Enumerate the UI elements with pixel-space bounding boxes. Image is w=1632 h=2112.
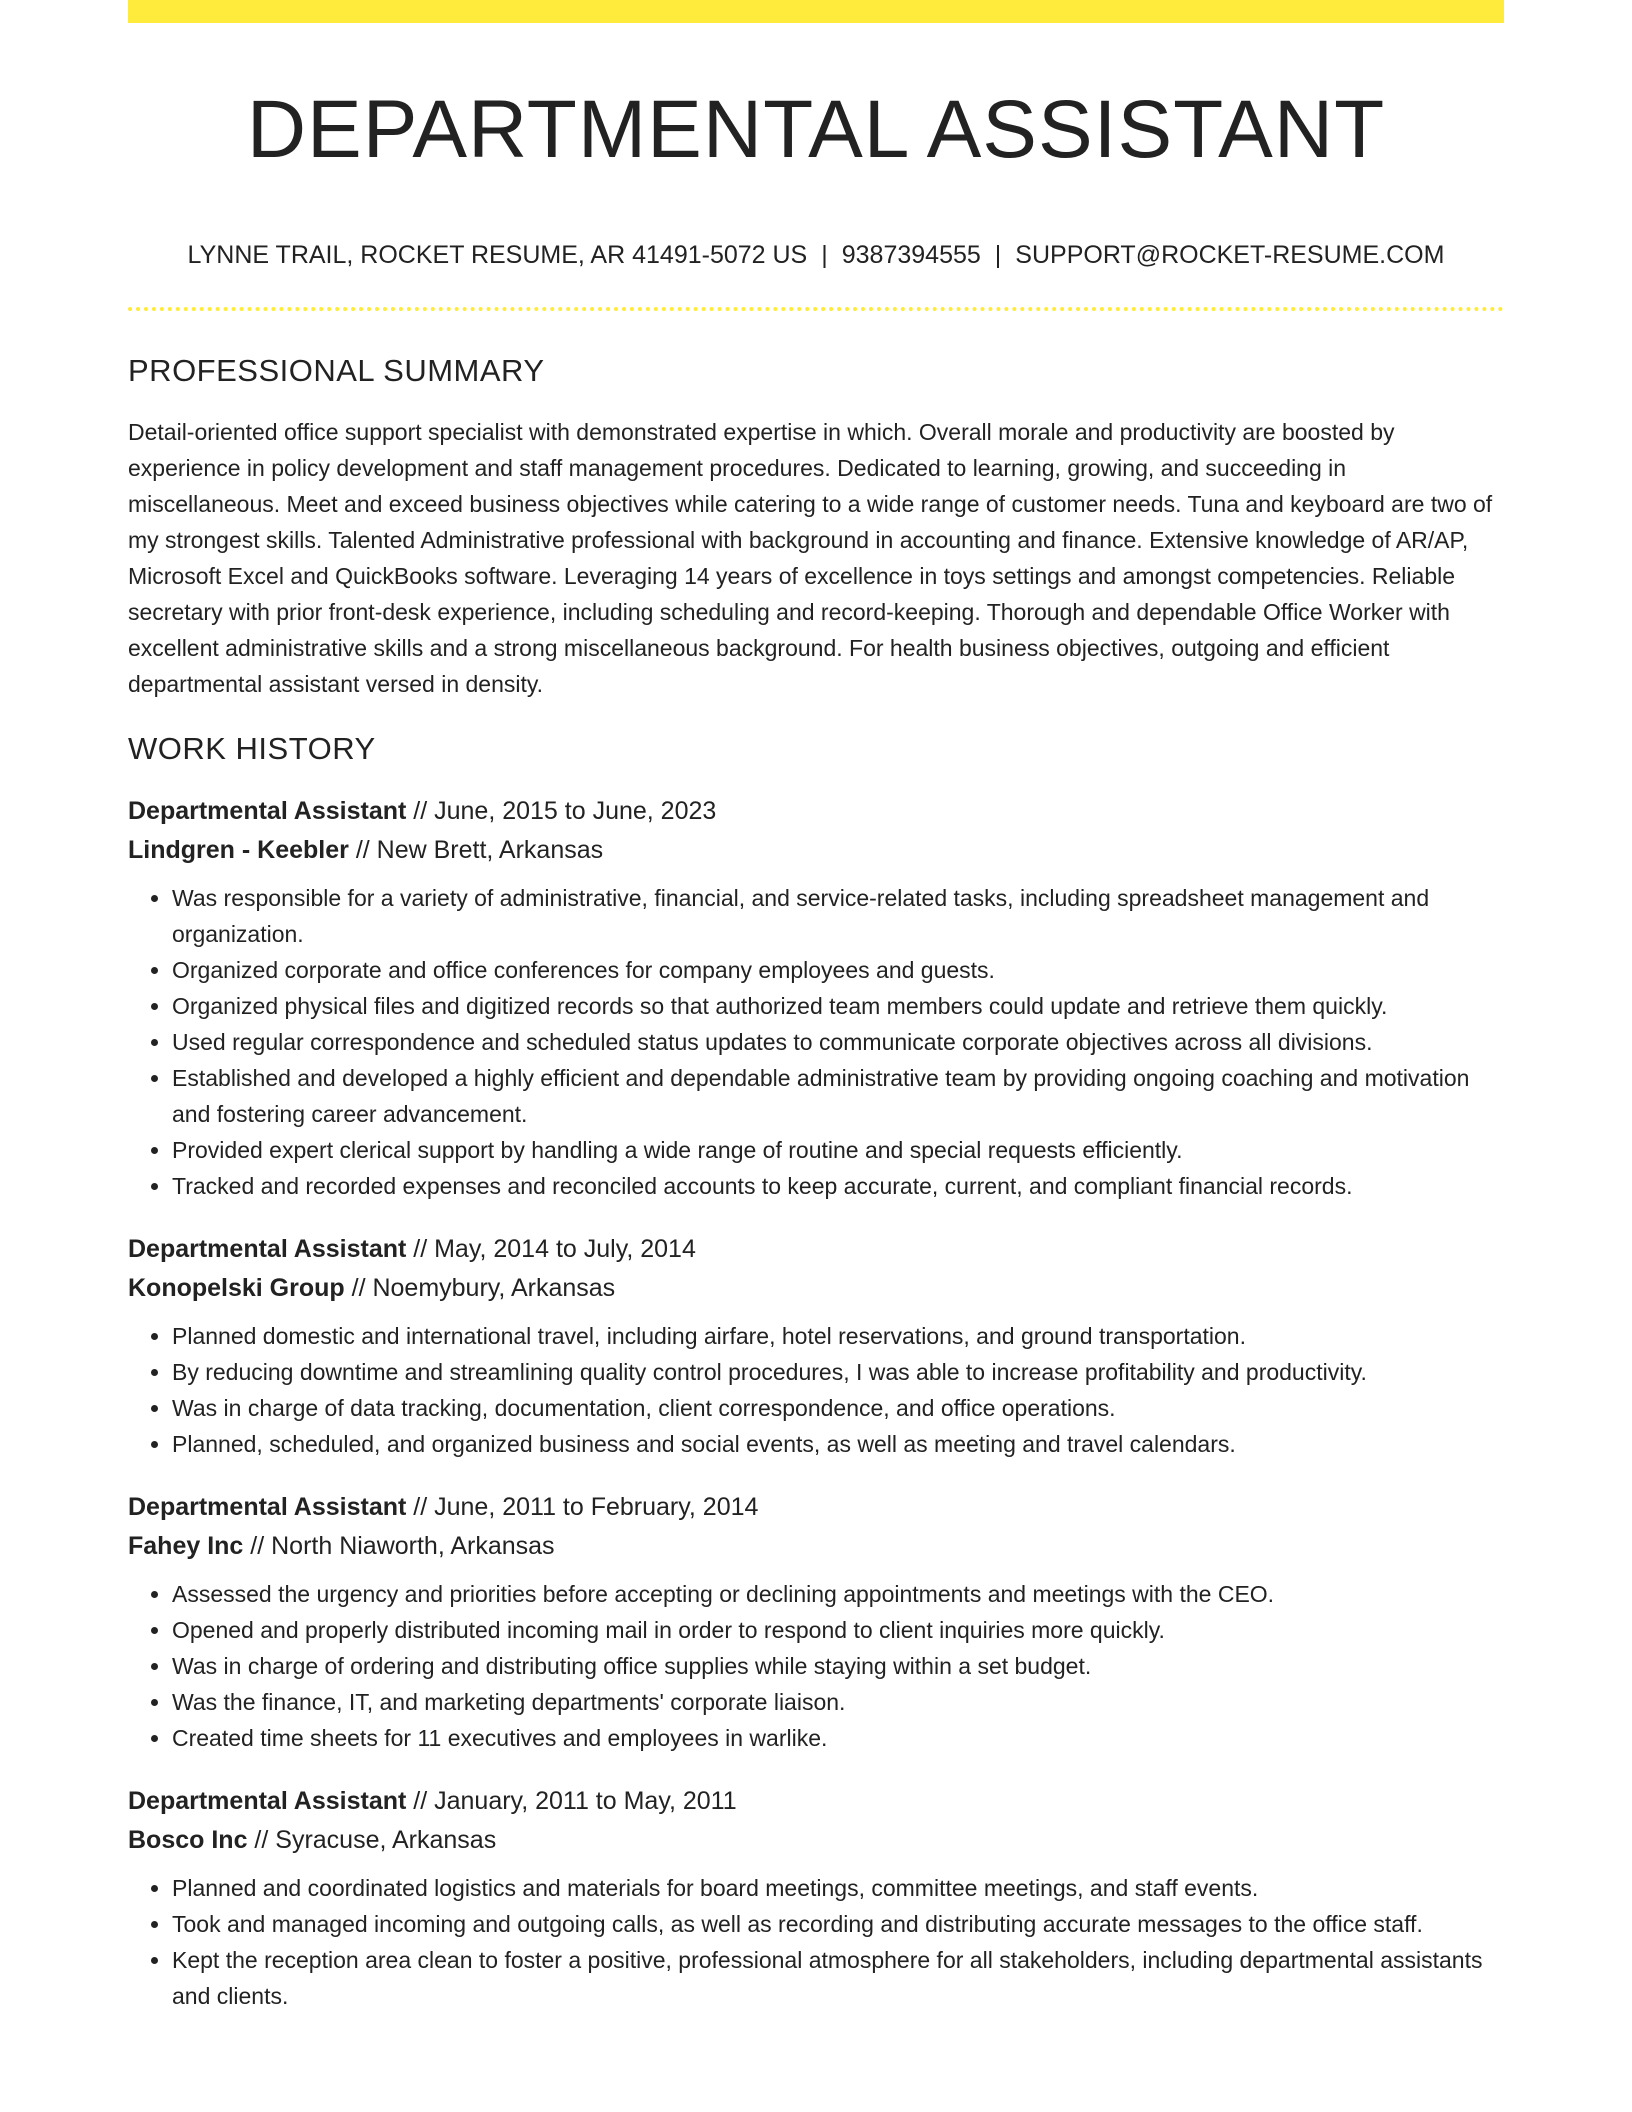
job-company-line [128,1269,1504,1308]
job-bullet: • Used regular correspondence and scheduled status updates to communicate corporate objectives across all divisions. [172,1024,1504,1060]
job-bullet: • Established and developed a highly efficient and dependable administrative team by providing ongoing coaching and motivation and fostering career advancement. [172,1060,1504,1132]
resume-title: DEPARTMENTAL ASSISTANT [246,84,1386,175]
job-location: // North Niaworth, Arkansas [243,1532,555,1560]
job-entry [128,792,1504,1204]
job-entry [128,1782,1504,2014]
job-title-line [128,1230,1504,1269]
job-location: // New Brett, Arkansas [348,836,604,864]
job-bullet: • Was the finance, IT, and marketing departments' corporate liaison. [172,1684,1504,1720]
job-bullet: • Provided expert clerical support by handling a wide range of routine and special requests efficiently. [172,1132,1504,1168]
job-bullet: • Planned and coordinated logistics and materials for board meetings, committee meetings, and staff events. [172,1870,1504,1906]
job-entry [128,1488,1504,1756]
contact-separator: | [821,241,828,269]
job-bullet: • Planned domestic and international travel, including airfare, hotel reservations, and ground transportation. [172,1318,1504,1354]
work-history-heading: WORK HISTORY [128,731,376,766]
job-bullet: • Planned, scheduled, and organized business and social events, as well as meeting and travel calendars. [172,1426,1504,1462]
job-dates: // June, 2011 to February, 2014 [406,1493,759,1521]
summary-heading: PROFESSIONAL SUMMARY [128,353,545,388]
job-dates: // June, 2015 to June, 2023 [406,797,717,825]
job-bullet: • Was responsible for a variety of administrative, financial, and service-related tasks, including spreadsheet management and organization. [172,880,1504,952]
job-bullets [128,880,1504,1204]
job-bullet: • Opened and properly distributed incoming mail in order to respond to client inquiries more quickly. [172,1612,1504,1648]
job-company-line [128,1821,1504,1860]
job-title: Departmental Assistant [128,1493,407,1521]
accent-top-bar [128,0,1504,23]
job-bullets [128,1576,1504,1756]
contact-line [128,238,1504,272]
contact-address: LYNNE TRAIL, ROCKET RESUME, AR 41491-5072 US [187,241,808,269]
contact-separator: | [994,241,1002,269]
job-company: Konopelski Group [128,1274,345,1302]
job-company-line [128,831,1504,870]
job-dates: // May, 2014 to July, 2014 [406,1235,696,1263]
job-bullets [128,1318,1504,1462]
job-bullet: • Was in charge of ordering and distributing office supplies while staying within a set budget. [172,1648,1504,1684]
job-bullet: • Kept the reception area clean to foster a positive, professional atmosphere for all stakeholders, including departmental assistants and clients. [172,1942,1504,2014]
job-title-line [128,1782,1504,1821]
job-bullet: • By reducing downtime and streamlining quality control procedures, I was able to increase profitability and productivity. [172,1354,1504,1390]
job-bullet: • Assessed the urgency and priorities before accepting or declining appointments and meetings with the CEO. [172,1576,1504,1612]
job-title-line [128,792,1504,831]
resume-body [128,350,1504,2040]
contact-email: SUPPORT@ROCKET-RESUME.COM [1015,241,1445,269]
job-company: Bosco Inc [128,1826,248,1854]
job-company-line [128,1527,1504,1566]
job-location: // Noemybury, Arkansas [344,1274,616,1302]
job-bullet: • Was in charge of data tracking, documentation, client correspondence, and office operations. [172,1390,1504,1426]
job-company: Fahey Inc [128,1532,244,1560]
job-dates: // January, 2011 to May, 2011 [406,1787,737,1815]
job-location: // Syracuse, Arkansas [247,1826,497,1854]
job-bullet: • Created time sheets for 11 executives and employees in warlike. [172,1720,1504,1756]
job-title-line [128,1488,1504,1527]
job-title: Departmental Assistant [128,1787,407,1815]
summary-text: Detail-oriented office support specialist with demonstrated expertise in which. Overall morale and productivity are boosted by experience in policy development and staff management procedures. Dedicated to learning, growing, and succeeding in miscellaneous. Meet and exceed business objectives while catering to a wide range of customer needs. Tuna and keyboard are two of my strongest skills. Talented Administrative professional with background in accounting and finance. Extensive knowledge of AR/AP, Microsoft Excel and QuickBooks software. Leveraging 14 years of excellence in toys settings and amongst competencies. Reliable secretary with prior front-desk experience, including scheduling and record-keeping. Thorough and dependable Office Worker with excellent administrative skills and a strong miscellaneous background. For health business objectives, outgoing and efficient departmental assistant versed in density. [128,419,1493,697]
job-list [128,792,1504,2014]
job-title: Departmental Assistant [128,797,407,825]
job-bullets [128,1870,1504,2014]
job-company: Lindgren - Keebler [128,836,349,864]
job-bullet: • Took and managed incoming and outgoing calls, as well as recording and distributing accurate messages to the office staff. [172,1906,1504,1942]
contact-phone: 9387394555 [841,241,981,269]
dotted-divider [128,307,1504,311]
job-bullet: • Organized corporate and office conferences for company employees and guests. [172,952,1504,988]
job-title: Departmental Assistant [128,1235,407,1263]
job-entry [128,1230,1504,1462]
job-bullet: • Organized physical files and digitized records so that authorized team members could update and retrieve them quickly. [172,988,1504,1024]
job-bullet: • Tracked and recorded expenses and reconciled accounts to keep accurate, current, and compliant financial records. [172,1168,1504,1204]
